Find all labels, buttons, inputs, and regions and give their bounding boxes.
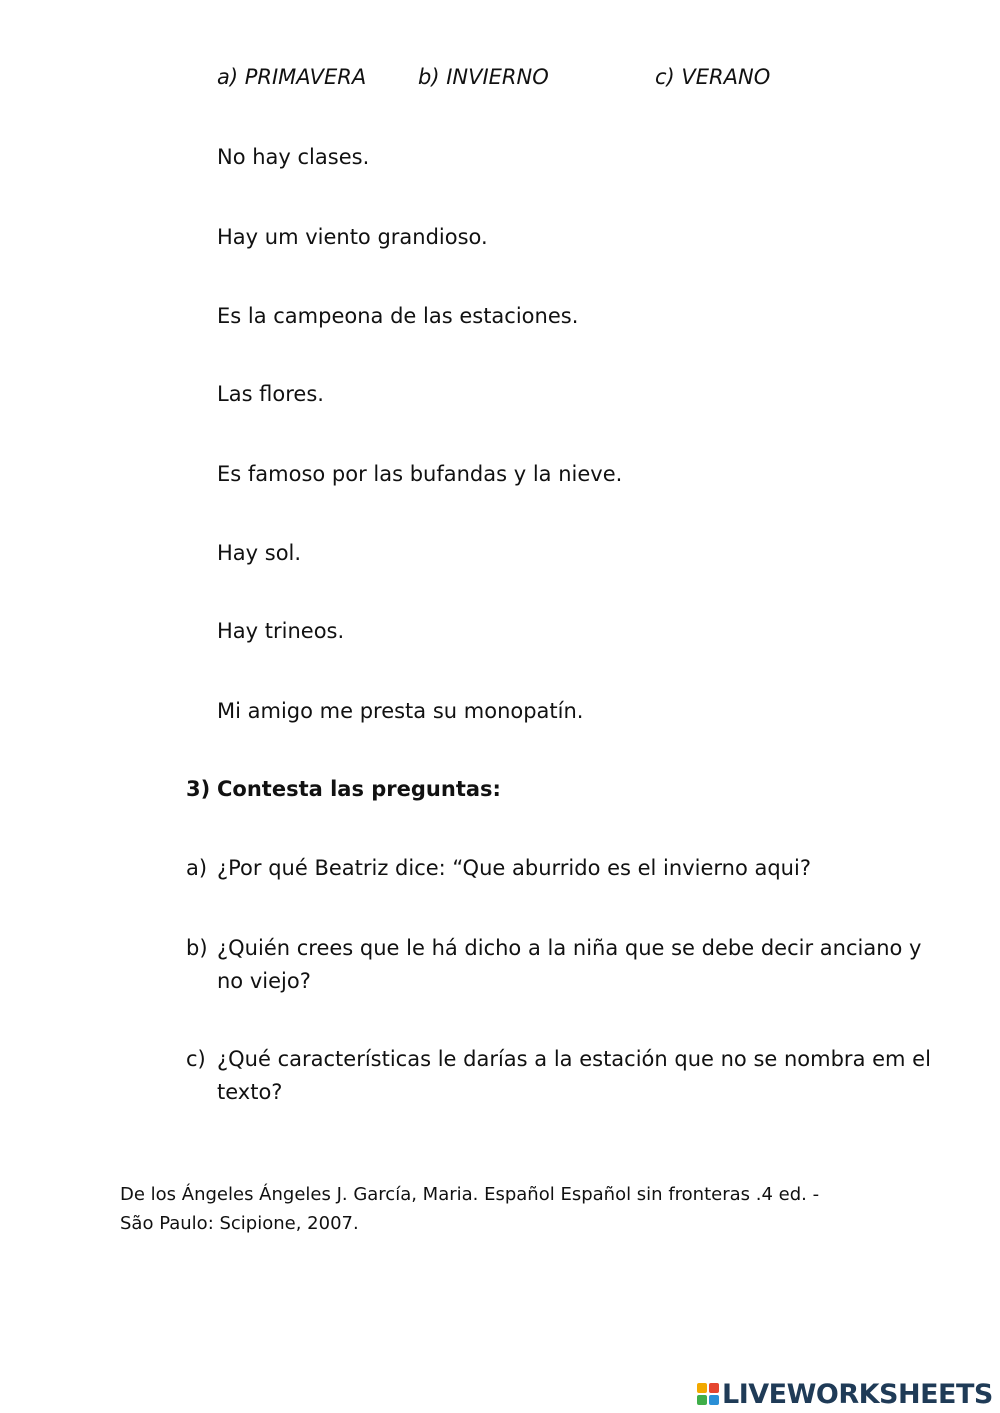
- question-item: [186, 932, 946, 998]
- section-title: Contesta las preguntas:: [217, 777, 501, 801]
- question-item: [186, 852, 946, 885]
- statement-item: Hay trineos.: [217, 619, 345, 643]
- question-text: ¿Quién crees que le há dicho a la niña que se debe decir anciano y no viejo?: [217, 936, 922, 993]
- question-letter: b): [186, 936, 208, 960]
- liveworksheets-logo[interactable]: [697, 1378, 993, 1410]
- statement-item: Las flores.: [217, 382, 324, 406]
- statement-item: Es la campeona de las estaciones.: [217, 304, 579, 328]
- question-text: ¿Por qué Beatriz dice: “Que aburrido es el invierno aqui?: [217, 856, 811, 880]
- question-text: ¿Qué características le darías a la estación que no se nombra em el texto?: [217, 1047, 931, 1104]
- statement-item: Es famoso por las bufandas y la nieve.: [217, 462, 623, 486]
- question-letter: c): [186, 1047, 206, 1071]
- logo-grid-icon: [697, 1383, 719, 1405]
- statement-item: No hay clases.: [217, 145, 370, 169]
- option-b: b) INVIERNO: [418, 65, 549, 89]
- logo-square: [697, 1383, 707, 1393]
- logo-square: [709, 1383, 719, 1393]
- question-letter: a): [186, 856, 208, 880]
- logo-square: [697, 1395, 707, 1405]
- question-item: [186, 1043, 946, 1109]
- option-c: c) VERANO: [655, 65, 771, 89]
- citation-line: De los Ángeles Ángeles J. García, Maria. Español Español sin fronteras .4 ed. -: [120, 1184, 820, 1205]
- section-number: 3): [186, 777, 211, 801]
- section-heading: [186, 773, 501, 806]
- option-a: a) PRIMAVERA: [217, 65, 367, 89]
- logo-text: LIVEWORKSHEETS: [722, 1378, 993, 1410]
- statement-item: Hay um viento grandioso.: [217, 225, 488, 249]
- citation: [120, 1180, 880, 1238]
- citation-line: São Paulo: Scipione, 2007.: [120, 1213, 359, 1234]
- statement-item: Mi amigo me presta su monopatín.: [217, 699, 584, 723]
- statement-item: Hay sol.: [217, 541, 302, 565]
- logo-square: [709, 1395, 719, 1405]
